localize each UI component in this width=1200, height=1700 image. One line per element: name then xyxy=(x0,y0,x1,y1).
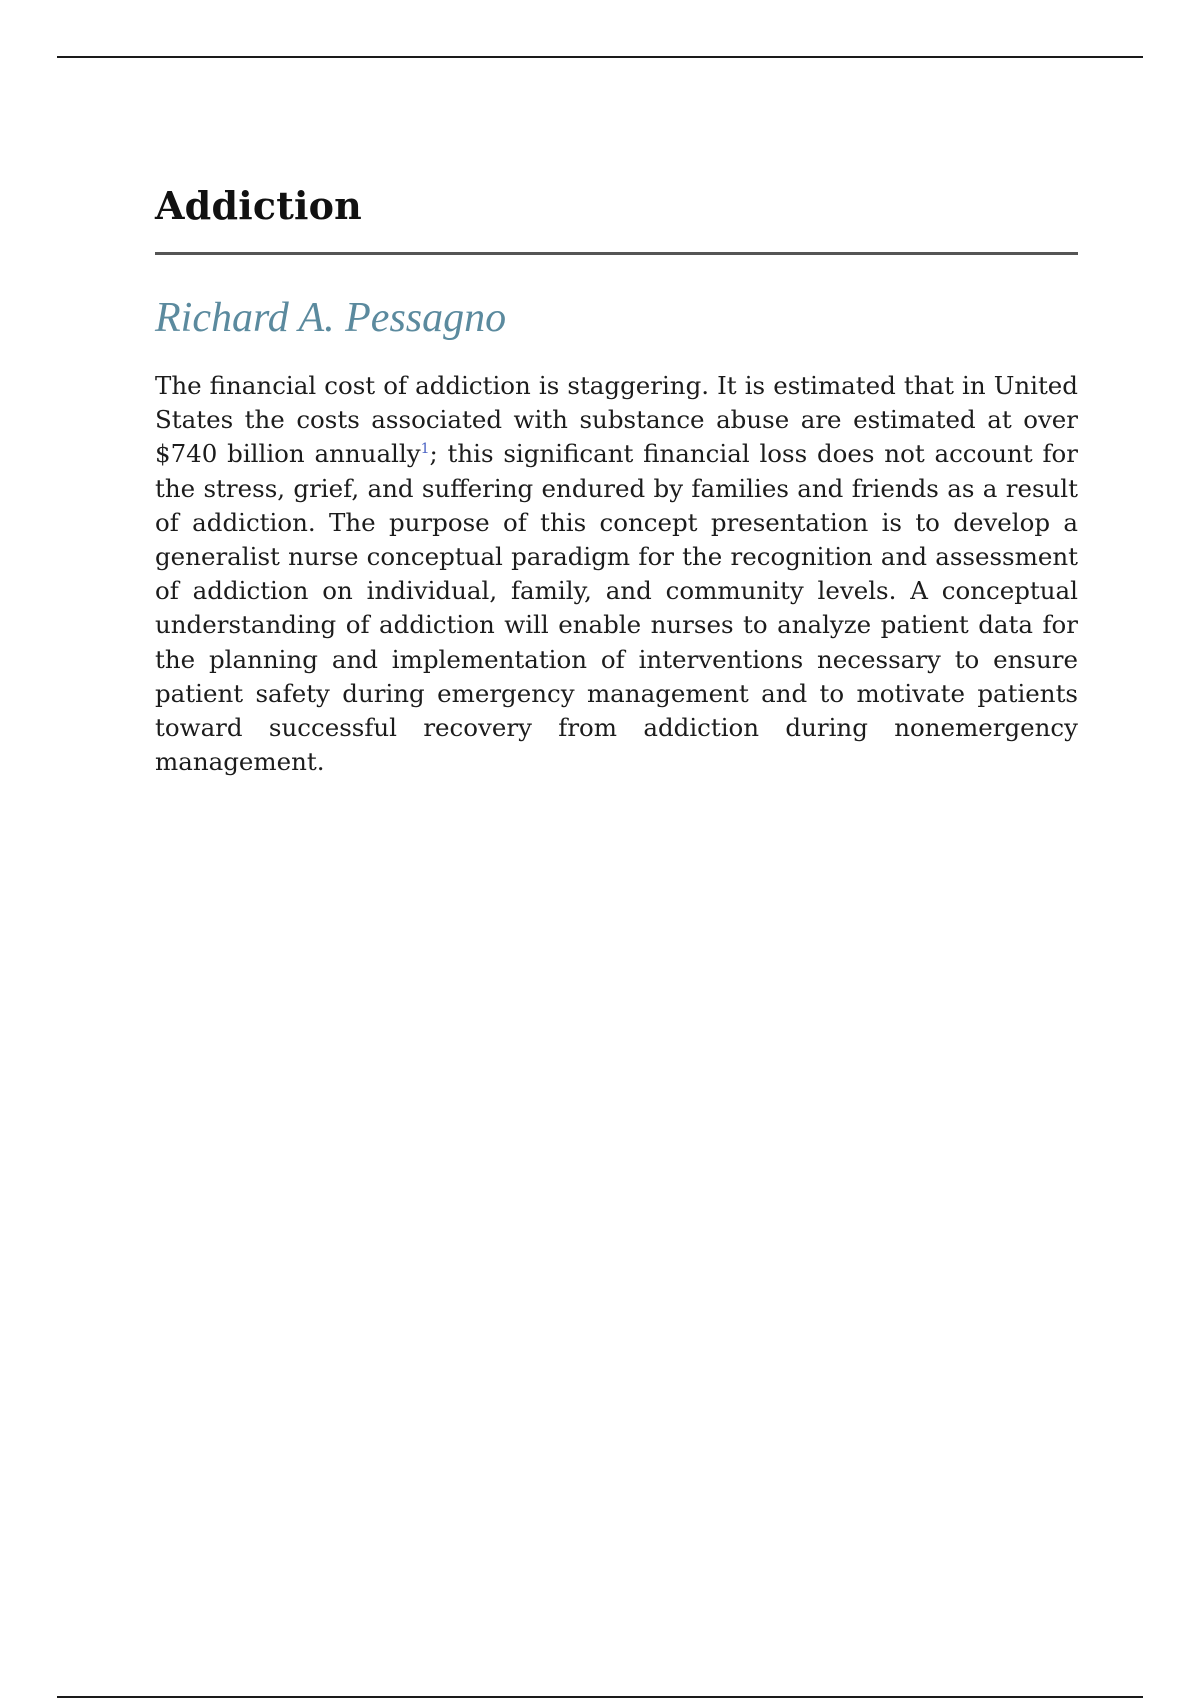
abstract-paragraph xyxy=(155,369,1078,779)
chapter-opening xyxy=(155,180,1078,779)
footnote-reference-link[interactable]: 1 xyxy=(420,441,430,458)
chapter-title: Addiction xyxy=(155,183,362,228)
author-name: Richard A. Pessagno xyxy=(155,295,507,341)
abstract-text-part-2: ; this significant financial loss does not account for the stress, grief, and suffering endured by families and friends as a result of addiction. The purpose of this concept presentation is to develop a generalist nurse conceptual paradigm for the recognition and assessment of addiction on individual, family, and community levels. A conceptual understanding of addiction will enable nurses to analyze patient data for the planning and implementation of interventions necessary to ensure patient safety during emergency management and to motivate patients toward successful recovery from addiction during nonemergency management. xyxy=(155,439,1078,777)
page-top-rule xyxy=(57,56,1143,58)
abstract-text-part-1: The financial cost of addiction is staggering. It is estimated that in United States the costs associated with substance abuse are estimated at over $740 billion annually xyxy=(155,371,1078,469)
title-divider xyxy=(155,252,1078,255)
page-bottom-rule xyxy=(57,1696,1143,1698)
